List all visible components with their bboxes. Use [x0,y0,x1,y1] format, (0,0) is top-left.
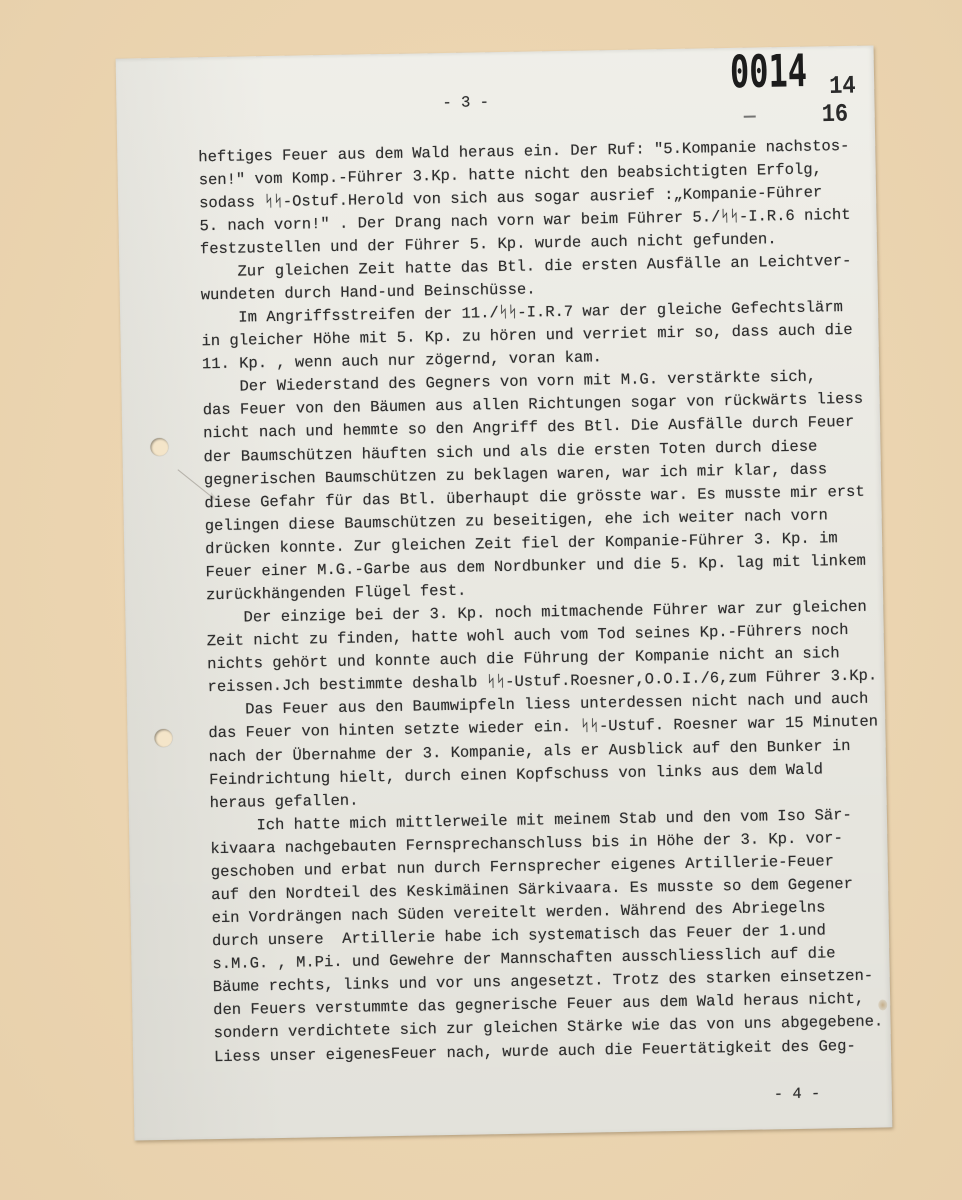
text-line: Das Feuer aus den Baumwipfeln liess unterdessen nicht nach und auch [245,690,869,719]
text-line: nicht nach und hemmte so den Angriff des Btl. Die Ausfälle durch Feuer [203,413,855,443]
text-line: 11. Kp. , wenn auch nur zögernd, voran kam. [201,348,603,374]
pencil-mark [744,116,756,118]
text-line: nichts gehört und konnte auch die Führung der Kompanie nicht an sich [207,644,840,674]
text-line: 5. nach vorn!" . Der Drang nach vorn war beim Führer 5./ᛋᛋ-I.R.6 nicht [199,205,851,235]
folio-number-top: 14 [828,71,856,102]
folio-number-bottom: 16 [821,99,849,130]
text-line: zurückhängenden Flügel fest. [205,581,467,605]
text-line: sen!" vom Komp.-Führer 3.Kp. hatte nicht den beabsichtigten Erfolg, [198,159,823,189]
text-line: das Feuer von den Bäumen aus allen Richtungen sogar von rückwärts liess [202,390,864,420]
text-line: kivaara nachgebauten Fernsprechanschluss bis in Höhe der 3. Kp. vor- [210,828,843,859]
text-line: heftiges Feuer aus dem Wald heraus ein. Der Ruf: "5.Kompanie nachstos- [198,136,850,166]
punch-hole [150,438,168,456]
text-line: Der einzige bei der 3. Kp. noch mitmachende Führer war zur gleichen [243,597,867,627]
text-line: Feuer einer M.G.-Garbe aus dem Nordbunker und die 5. Kp. lag mit linkem [205,551,867,582]
text-line: Bäume rechts, links und vor uns angesetzt. Trotz des starken einsetzen- [212,966,874,997]
text-line: durch unsere Artillerie habe ich systematisch das Feuer der 1.und [211,921,827,951]
text-line: Zeit nicht zu finden, hatte wohl auch vom Tod seines Kp.-Führers noch [206,621,849,651]
text-line: ein Vordrängen nach Süden vereitelt werden. Während des Abriegelns [211,898,826,928]
text-line: diese Gefahr für das Btl. überhaupt die grösste war. Es musste mir erst [204,482,865,512]
archive-stamp-number: 0014 [729,44,808,99]
text-line: geschoben und erbat nun durch Fernsprecher eigenes Artillerie-Feuer [210,852,835,882]
text-line: der Baumschützen häuften sich und als die ersten Toten durch diese [203,437,818,466]
text-line: wundeten durch Hand-und Beinschüsse. [200,280,536,305]
punch-hole [154,729,172,747]
typewritten-text [198,134,884,1069]
stain-spot [878,999,887,1010]
text-line: drücken konnte. Zur gleichen Zeit fiel der Kompanie-Führer 3. Kp. im [205,528,838,559]
text-line: sodass ᛋᛋ-Ostuf.Herold von sich aus sogar ausrief :„Kompanie-Führer [198,183,823,212]
text-line: auf den Nordteil des Keskimäinen Särkivaara. Es musste so dem Gegener [211,874,854,905]
text-line: Ich hatte mich mittlerweile mit meinem Stab und den vom Iso Sär- [256,805,852,835]
text-line: reissen.Jch bestimmte deshalb ᛋᛋ-Ustuf.Roesner,O.O.I./6,zum Führer 3.Kp. [207,666,878,697]
text-line: heraus gefallen. [209,791,359,812]
text-line: festzustellen und der Führer 5. Kp. wurde auch nicht gefunden. [199,230,777,259]
text-line: den Feuers verstummte das gegnerische Feuer aus dem Wald heraus nicht, [213,990,865,1020]
text-line: Liess unser eigenesFeuer nach, wurde auch die Feuertätigkeit des Geg- [213,1036,856,1066]
next-page-marker: - 4 - [773,1084,821,1103]
text-line: gegnerischen Baumschützen zu beklagen waren, war ich mir klar, dass [203,459,828,489]
text-line: das Feuer von hinten setzte wieder ein. ᛋᛋ-Ustuf. Roesner war 15 Minuten [208,712,879,743]
text-line: gelingen diese Baumschützen zu beseitigen, ehe ich weiter nach vorn [204,506,829,535]
text-line: Feindrichtung hielt, durch einen Kopfschuss von links aus dem Wald [209,760,824,789]
text-line: nach der Übernahme der 3. Kompanie, als er Ausblick auf den Bunker in [208,736,851,766]
text-line: in gleicher Höhe mit 5. Kp. zu hören und verriet mir so, dass auch die [201,321,853,351]
page-number: - 3 - [442,92,490,112]
text-line: Im Angriffsstreifen der 11./ᛋᛋ-I.R.7 war der gleiche Gefechtslärm [238,298,844,327]
text-line: Der Wiederstand des Gegners von vorn mit M.G. verstärkte sich, [239,367,817,396]
text-line: s.M.G. , M.Pi. und Gewehre der Mannschaften ausschliesslich auf die [212,944,836,974]
document-paper [116,45,893,1140]
text-line: sondern verdichtete sich zur gleichen Stärke wie das von uns abgegebene. [213,1012,884,1043]
text-line: Zur gleichen Zeit hatte das Btl. die ersten Ausfälle an Leichtver- [237,251,852,281]
